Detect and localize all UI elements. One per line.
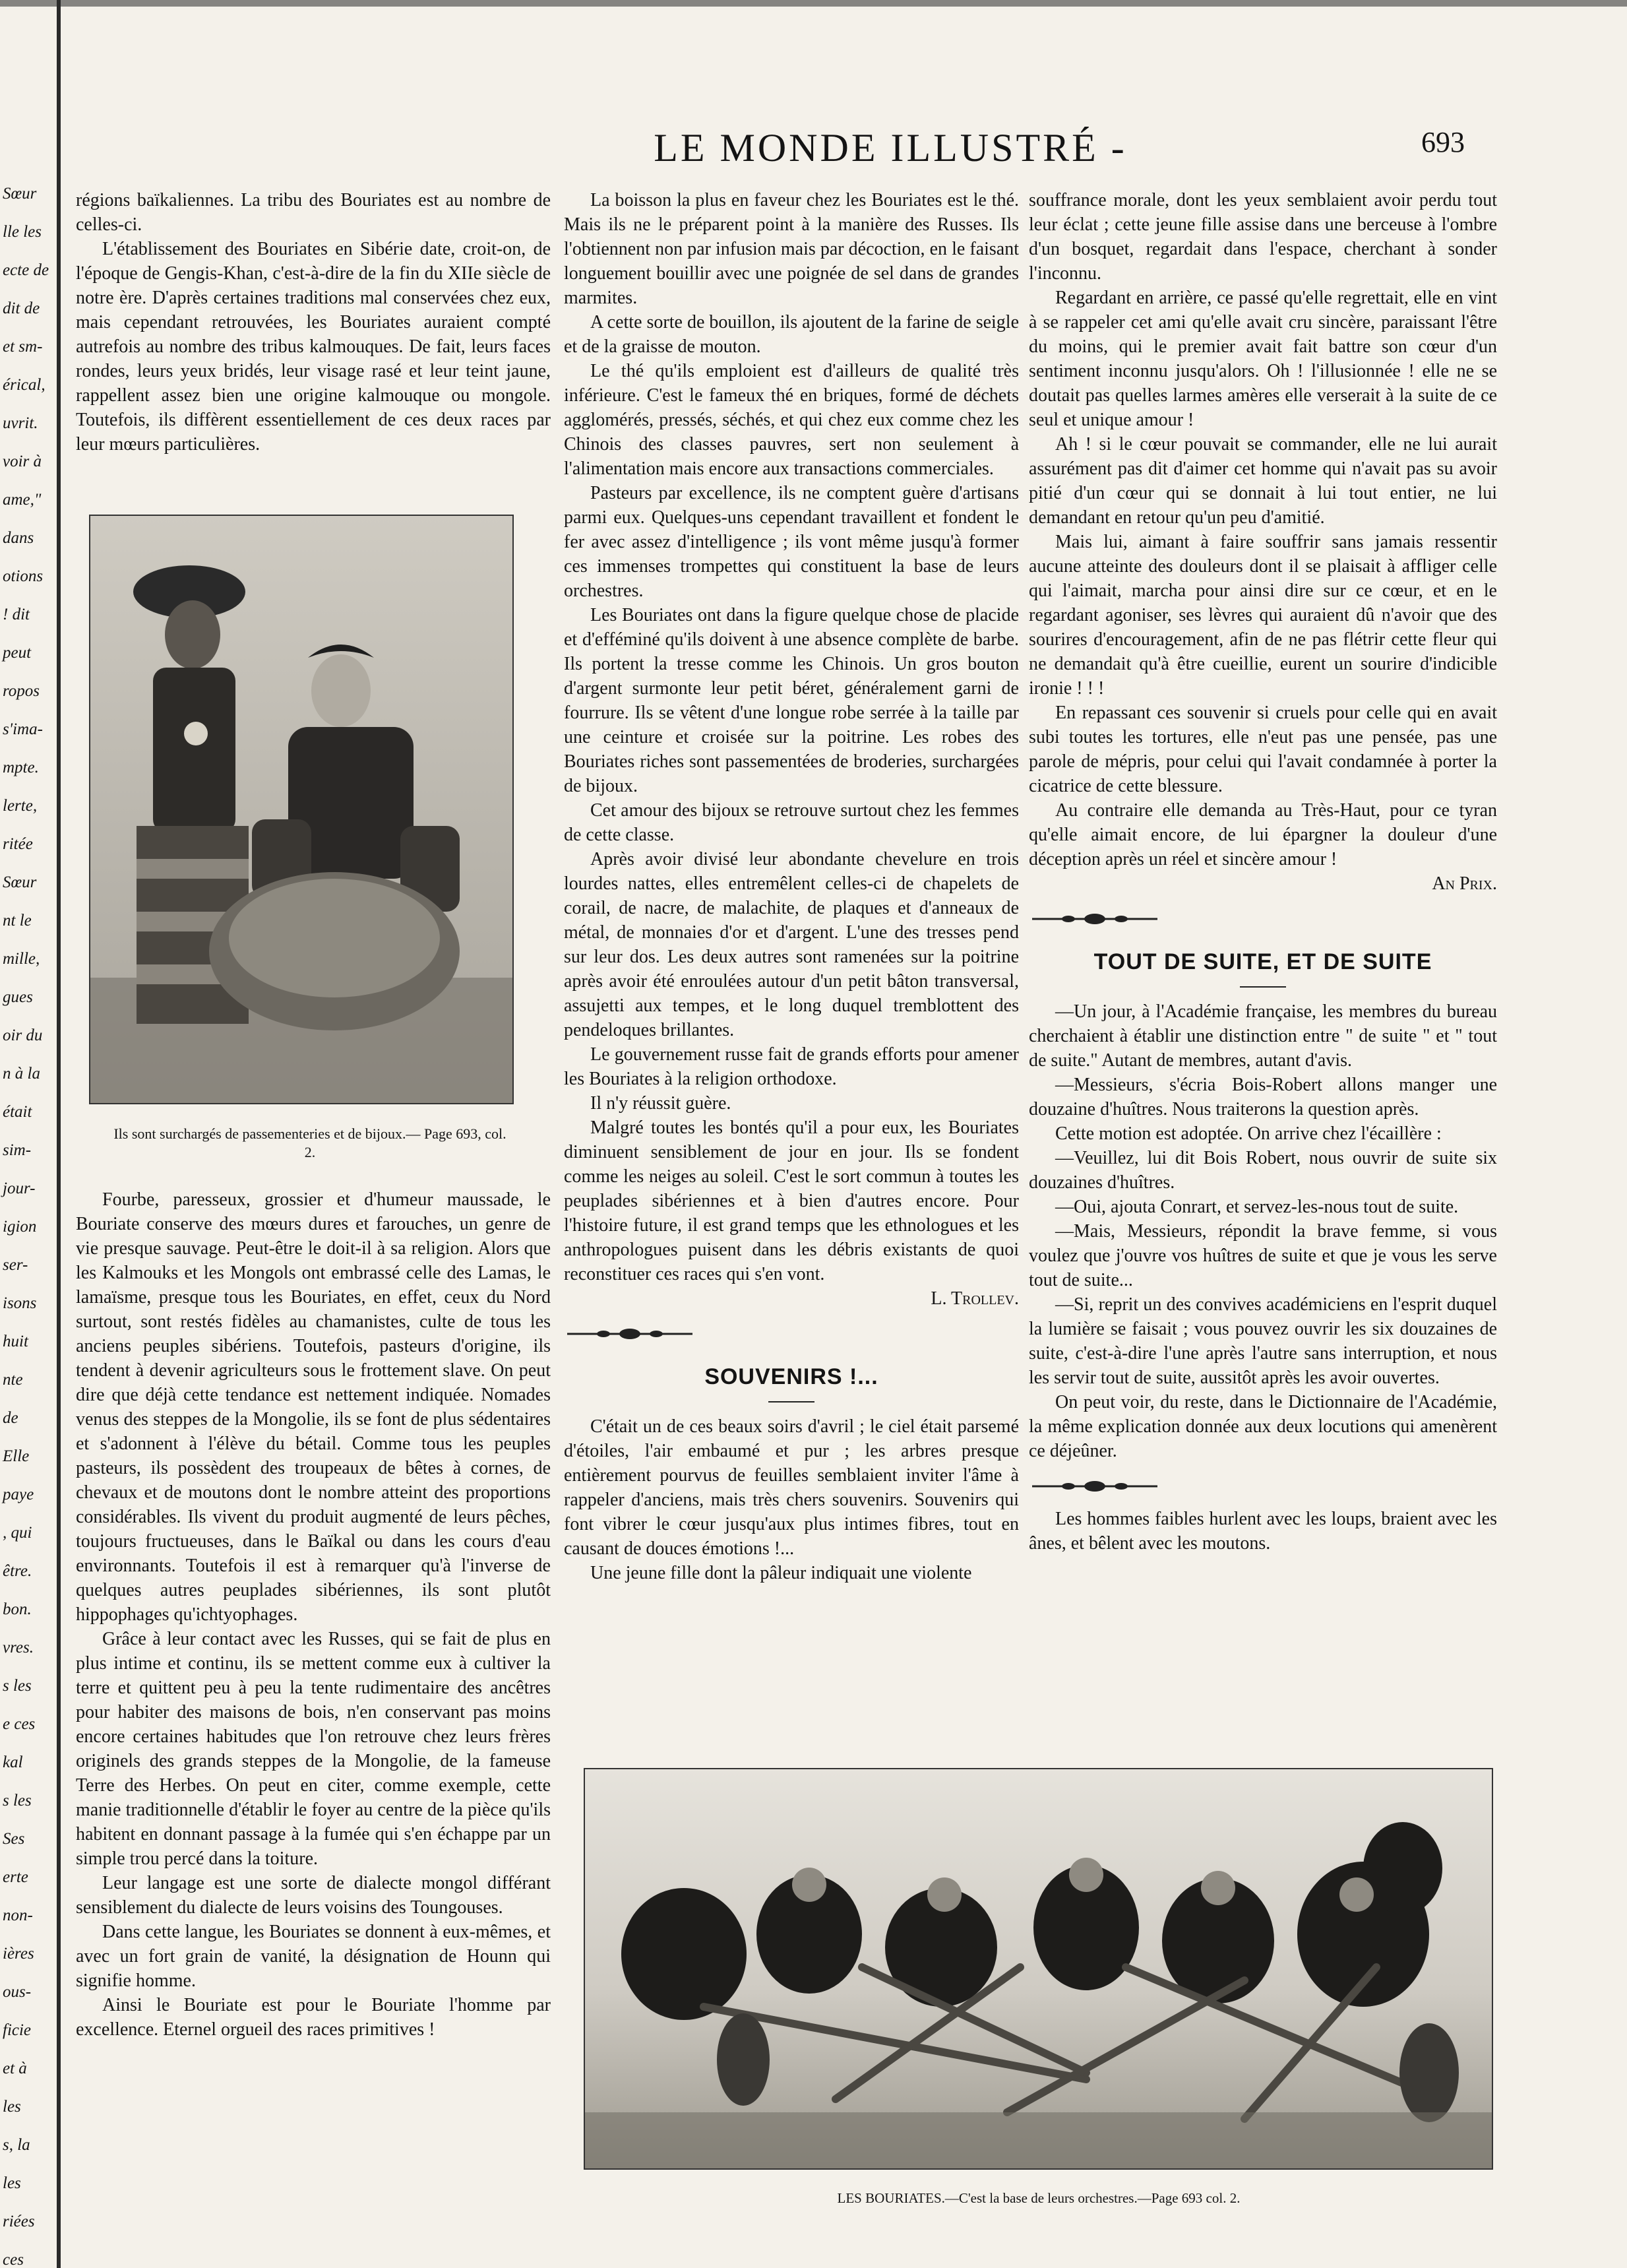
column-2 xyxy=(564,188,1019,1585)
gutter-fragment: paye xyxy=(3,1486,34,1503)
gutter-fragment: sim- xyxy=(3,1141,32,1159)
paragraph: Leur langage est une sorte de dialecte mongol différant sensiblement du dialecte de leurs voisins des Toungouses. xyxy=(76,1873,551,1918)
gutter-fragment: les xyxy=(3,2098,21,2116)
couple-photo-caption: Ils sont surchargés de passementeries et de bijoux.— Page 693, col. 2. xyxy=(113,1125,507,1160)
gutter-fragment: ropos xyxy=(3,682,40,700)
article-signature: L. Trollev. xyxy=(931,1288,1019,1309)
paragraph: —Si, reprit un des convives académiciens en l'esprit duquel la lumière se faisait ; vous pouvez ouvrir les six douzaines de suite, c'est-à-dire l'une après l'autre sans interruption, et nous les servir tout de suite, aussitôt après les avoir ouvertes. xyxy=(1029,1294,1497,1388)
paragraph: Au contraire elle demanda au Très-Haut, pour ce tyran qu'elle aimait encore, de lui épargner la douleur d'une déception après un réel et sincère amour ! xyxy=(1029,800,1497,869)
gutter-fragment: Ses xyxy=(3,1830,25,1848)
gutter-fragment: isons xyxy=(3,1294,37,1312)
gutter-fragment: erte xyxy=(3,1868,28,1886)
paragraph: Fourbe, paresseux, grossier et d'humeur maussade, le Bouriate conserve des mœurs dures et farouches, un genre de vie presque sauvage. Peut-être le doit-il à sa religion. Alors que les Kalmouks et les Mongols ont embrassé celle des Lamas, le lamaïsme, presque tous les Bouriates, en effet, ceux du Nord surtout, sont restés fidèles au chamanistes, culte de tous les anciens peuples sibériens. Toutefois, pasteurs d'origine, ils tendent à devenir agriculteurs sous le frottement slave. On peut dire que déjà cette tendance est nettement indiquée. Nomades venus des steppes de la Mongolie, ils se font de plus sédentaires et s'adonnent à l'élève du bétail. Comme tous les peuples pasteurs, ils possèdent des troupeaux de bêtes à cornes, de chevaux et de moutons dont le nombre atteint des proportions considérables. Ils vivent du produit augmenté de leurs pêches, toujours fructueuses, dans le Baïkal ou dans les cours d'eau environnants. Toutefois il est à remarquer qu'à l'inverse de quelques autres peuplades sibériennes, ils sont plutôt hippophages qu'ichtyophages. xyxy=(76,1189,551,1625)
paragraph: A cette sorte de bouillon, ils ajoutent de la farine de seigle et de la graisse de mouton. xyxy=(564,312,1020,357)
orchestra-photo-caption: LES BOURIATES.—C'est la base de leurs orchestres.—Page 693 col. 2. xyxy=(837,2190,1241,2206)
gutter-fragment: s'ima- xyxy=(3,720,43,738)
paragraph: En repassant ces souvenir si cruels pour celle qui en avait subi toutes les tortures, elle n'eut pas une pensée, pas une parole de mépris, pour celui qui l'avait condamnée à porter la cicatrice de cette blessure. xyxy=(1029,703,1497,796)
gutter-fragment: non- xyxy=(3,1906,33,1924)
column-1 xyxy=(76,188,551,457)
gutter-fragment: nt le xyxy=(3,912,32,929)
top-border xyxy=(0,0,1627,7)
title-rule xyxy=(1240,986,1286,988)
title-rule xyxy=(768,1401,814,1402)
paragraph: Après avoir divisé leur abondante chevelure en trois lourdes nattes, elles entremêlent celles-ci de chapelets de corail, de nacre, de malachite, de plaques et d'anneaux de métal, de monnaies d'or et d'argent. L'une des tresses pend sur leur dos. Les deux autres sont ramenées sur la poitrine après avoir été enroulées autour d'un petit bâton transversal, assujetti aux tempes, et le long duquel tremblottent des pendeloques brillantes. xyxy=(564,849,1019,1040)
paragraph: Ainsi le Bouriate est pour le Bouriate l'homme par excellence. Eternel orgueil des races primitives ! xyxy=(76,1995,551,2040)
gutter-fragment: ecte de xyxy=(3,261,49,279)
gutter-fragment: s les xyxy=(3,1792,32,1810)
gutter-fragment: oir du xyxy=(3,1026,43,1044)
page-number: 693 xyxy=(1421,126,1465,158)
section-title-souvenirs: SOUVENIRS !... xyxy=(704,1364,878,1389)
masthead-title: LE MONDE ILLUSTRÉ - xyxy=(654,126,1127,170)
gutter-fragment: voir à xyxy=(3,453,42,470)
paragraph: L'établissement des Bouriates en Sibérie date, croit-on, de l'époque de Gengis-Khan, c'est-à-dire de la fin du XIIe siècle de notre ère. D'après certaines traditions mal conservées chez eux, mais cependant retrouvées, les Bouriates auraient compté autrefois au nombre des tribus kalmouques. De fait, leurs faces rondes, leurs yeux bridés, leur visage rasé et leur teint jaune, rappellent assez bien une origine kalmouque ou mongole. Toutefois, ils diffèrent essentiellement de ces deux races par leur mœurs particulières. xyxy=(76,239,551,455)
paragraph: La boisson la plus en faveur chez les Bouriates est le thé. Mais ils ne le préparent point à la manière des Russes. Ils l'obtiennent non par infusion mais par décoction, en le faisant longuement bouillir avec une poignée de sel dans de grandes marmites. xyxy=(564,190,1019,308)
paragraph: Mais lui, aimant à faire souffrir sans jamais ressentir aucune atteinte des douleurs dont il se plaisait à affliger celle qui l'aimait, marcha pour ainsi dire sur ce cœur, et en le regardant agoniser, ses lèvres qui auraient dû n'avoir que des sourires d'encouragement, afin de ne pas flétrir cette fleur qui ne demandait qu'à être cueillie, eurent un sourire d'indicible ironie ! ! ! xyxy=(1029,532,1497,699)
couple-photograph xyxy=(89,515,514,1104)
gutter-fragment: dans xyxy=(3,529,34,547)
paragraph: Le thé qu'ils emploient est d'ailleurs de qualité très inférieure. C'est le fameux thé en briques, formé de déchets agglomérés, pressés, séchés, et qui chez eux comme chez les Chinois des classes pauvres, sert non seulement à l'alimentation mais encore aux transactions commerciales. xyxy=(564,361,1019,479)
paragraph: —Messieurs, s'écria Bois-Robert allons manger une douzaine d'huîtres. Nous traiterons la question après. xyxy=(1029,1075,1497,1119)
gutter-fragment: nte xyxy=(3,1371,23,1389)
gutter-fragment: de xyxy=(3,1409,18,1427)
adjacent-page-gutter xyxy=(0,0,58,2268)
gutter-fragment: otions xyxy=(3,567,44,585)
section-title-tout-de-suite: TOUT DE SUITE, ET DE SUITE xyxy=(1093,949,1432,974)
couple-illustration xyxy=(90,516,512,1103)
gutter-fragment: ! dit xyxy=(3,606,30,623)
paragraph: souffrance morale, dont les yeux semblaient avoir perdu tout leur éclat ; cette jeune fille assise dans une berceuse à l'ombre d'un bosquet, regardait dans l'espace, cherchant à sonder l'inconnu. xyxy=(1029,190,1497,284)
paragraph: —Oui, ajouta Conrart, et servez-les-nous tout de suite. xyxy=(1055,1197,1459,1217)
gutter-fragment: ser- xyxy=(3,1256,28,1274)
paragraph: —Un jour, à l'Académie française, les membres du bureau cherchaient à établir une distinction entre " de suite " et " tout de suite." Autant de membres, autant d'avis. xyxy=(1029,1001,1497,1071)
proverb: Les hommes faibles hurlent avec les loups, braient avec les ânes, et bêlent avec les moutons. xyxy=(1029,1509,1497,1554)
gutter-fragment: ritée xyxy=(3,835,33,853)
column-3 xyxy=(1029,188,1497,1556)
gutter-fragment: ame," xyxy=(3,491,42,509)
paragraph: —Mais, Messieurs, répondit la brave femme, si vous voulez que j'ouvre vos huîtres de suite et que je vous les serve tout de suite... xyxy=(1029,1221,1497,1290)
gutter-rule xyxy=(57,0,61,2268)
gutter-fragment: riées xyxy=(3,2213,35,2230)
paragraph: C'était un de ces beaux soirs d'avril ; le ciel était parsemé d'étoiles, l'air embaumé et pur ; les arbres presque entièrement pourvus de feuilles semblaient inviter l'âme à rappeler d'anciens, mais très chers souvenirs. Souvenirs qui font vibrer le cœur jusqu'aux plus intimes fibres, tout en causant de douces émotions !... xyxy=(564,1416,1019,1559)
ornamental-divider xyxy=(1029,912,1161,926)
gutter-fragment: igion xyxy=(3,1218,37,1236)
article-signature: An Prix. xyxy=(1432,873,1497,894)
gutter-fragment: était xyxy=(3,1103,32,1121)
paragraph: —Veuillez, lui dit Bois Robert, nous ouvrir de suite six douzaines d'huîtres. xyxy=(1029,1148,1497,1193)
gutter-fragment: kal xyxy=(3,1753,23,1771)
gutter-fragment: , qui xyxy=(3,1524,32,1542)
gutter-fragment: vres. xyxy=(3,1639,34,1656)
paragraph: Cet amour des bijoux se retrouve surtout chez les femmes de cette classe. xyxy=(564,800,1019,845)
gutter-fragment: jour- xyxy=(3,1180,36,1197)
orchestra-photograph xyxy=(584,1768,1493,2170)
paragraph: Regardant en arrière, ce passé qu'elle regrettait, elle en vint à se rappeler cet ami qu'elle avait cru sincère, paraissant l'être du moins, qui le premier avait fait battre son cœur d'un sentiment inconnu jusqu'alors. Oh ! l'illusionnée ! elle ne se doutait pas quelles larmes amères elle verserait à la suite de ce seul et unique amour ! xyxy=(1029,288,1497,430)
gutter-fragment: être. xyxy=(3,1562,32,1580)
gutter-fragment: gues xyxy=(3,988,33,1006)
gutter-fragment: peut xyxy=(3,644,32,662)
paragraph: Les Bouriates ont dans la figure quelque chose de placide et d'efféminé qu'ils doivent à une absence complète de barbe. Ils portent la tresse comme les Chinois. Un gros bouton d'argent surmonte leur petit béret, généralement garni de fourrure. Ils se vêtent d'une longue robe serrée à la taille par une ceinture et croisée sur la poitrine. Les robes des Bouriates riches sont passementées de broderies, surchargées de bijoux. xyxy=(564,605,1019,796)
gutter-fragment: Sœur xyxy=(3,185,37,203)
gutter-fragment: mpte. xyxy=(3,759,39,776)
gutter-fragment: uvrit. xyxy=(3,414,38,432)
paragraph: Il n'y réussit guère. xyxy=(590,1093,731,1114)
gutter-fragment: les xyxy=(3,2174,21,2192)
gutter-fragment: e ces xyxy=(3,1715,36,1733)
paragraph: On peut voir, du reste, dans le Dictionnaire de l'Académie, la même explication donnée aux deux locutions qui amenèrent ce déjeûner. xyxy=(1029,1392,1497,1461)
gutter-fragment: ous- xyxy=(3,1983,32,2001)
paragraph: Une jeune fille dont la pâleur indiquait une violente xyxy=(590,1563,972,1583)
gutter-fragment: s, la xyxy=(3,2136,30,2154)
gutter-fragment: s les xyxy=(3,1677,32,1695)
gutter-fragment: ières xyxy=(3,1945,34,1963)
gutter-fragment: lerte, xyxy=(3,797,38,815)
paragraph: Cette motion est adoptée. On arrive chez l'écaillère : xyxy=(1055,1123,1442,1144)
orchestra-illustration xyxy=(585,1769,1492,2168)
ornamental-divider xyxy=(564,1327,696,1341)
gutter-fragment: lle les xyxy=(3,223,42,241)
paragraph: Pasteurs par excellence, ils ne comptent guère d'artisans parmi eux. Quelques-uns cependant travaillent et fondent le fer avec assez d'intelligence ; ils vont même jusqu'à former ces immenses trompettes qui constituent la base de leurs orchestres. xyxy=(564,483,1019,601)
paragraph: Malgré toutes les bontés qu'il a pour eux, les Bouriates diminuent sensiblement de jour en jour. Ils se fondent comme les neiges au soleil. C'est le sort commun à toutes les peuplades sibériennes et à bien d'autres encore. Pour l'histoire future, il est grand temps que les ethnologues et les anthropologues puisent dans les débris existants de quoi reconstituer ces races qui s'en vont. xyxy=(564,1118,1019,1284)
paragraph: Le gouvernement russe fait de grands efforts pour amener les Bouriates à la religion orthodoxe. xyxy=(564,1044,1019,1089)
gutter-fragment: Sœur xyxy=(3,873,37,891)
gutter-fragment: huit xyxy=(3,1333,28,1350)
column-1-continued xyxy=(76,1187,551,2042)
gutter-fragment: érical, xyxy=(3,376,46,394)
gutter-fragment: bon. xyxy=(3,1600,32,1618)
paragraph: Dans cette langue, les Bouriates se donnent à eux-mêmes, et avec un fort grain de vanité, la désignation de Hounn qui signifie homme. xyxy=(76,1922,551,1991)
gutter-fragment: dit de xyxy=(3,299,40,317)
paragraph: régions baïkaliennes. La tribu des Bouriates est au nombre de celles-ci. xyxy=(76,190,551,235)
paragraph: Ah ! si le cœur pouvait se commander, elle ne lui aurait assurément pas dit d'aimer cet homme qui n'avait pas su avoir pitié d'un cœur qui se donnait à lui tout entier, ne lui demandant en retour qu'un peu d'amitié. xyxy=(1029,434,1497,528)
gutter-fragment: mille, xyxy=(3,950,40,968)
gutter-fragment: n à la xyxy=(3,1065,40,1083)
gutter-fragment: et à xyxy=(3,2060,27,2077)
gutter-fragment: et sm- xyxy=(3,338,43,356)
gutter-fragment: ficie xyxy=(3,2021,32,2039)
ornamental-divider xyxy=(1029,1479,1161,1494)
gutter-fragment: Elle xyxy=(3,1447,30,1465)
gutter-fragment: ces xyxy=(3,2251,24,2268)
paragraph: Grâce à leur contact avec les Russes, qui se fait de plus en plus intime et continu, ils se mettent comme eux à cultiver la terre et quittent peu à peu la tente rudimentaire des ancêtres pour habiter des maisons de bois, n'en conservant pas moins encore certaines habitudes que l'on retrouve chez leurs frères originels des grands steppes de la Mongolie, de la fameuse Terre des Herbes. On peut en citer, comme exemple, cette manie traditionnelle d'établir le foyer au centre de la pièce qu'ils habitent en donnant passage à la fumée qui s'en échappe par un simple trou percé dans la toiture. xyxy=(76,1629,551,1869)
